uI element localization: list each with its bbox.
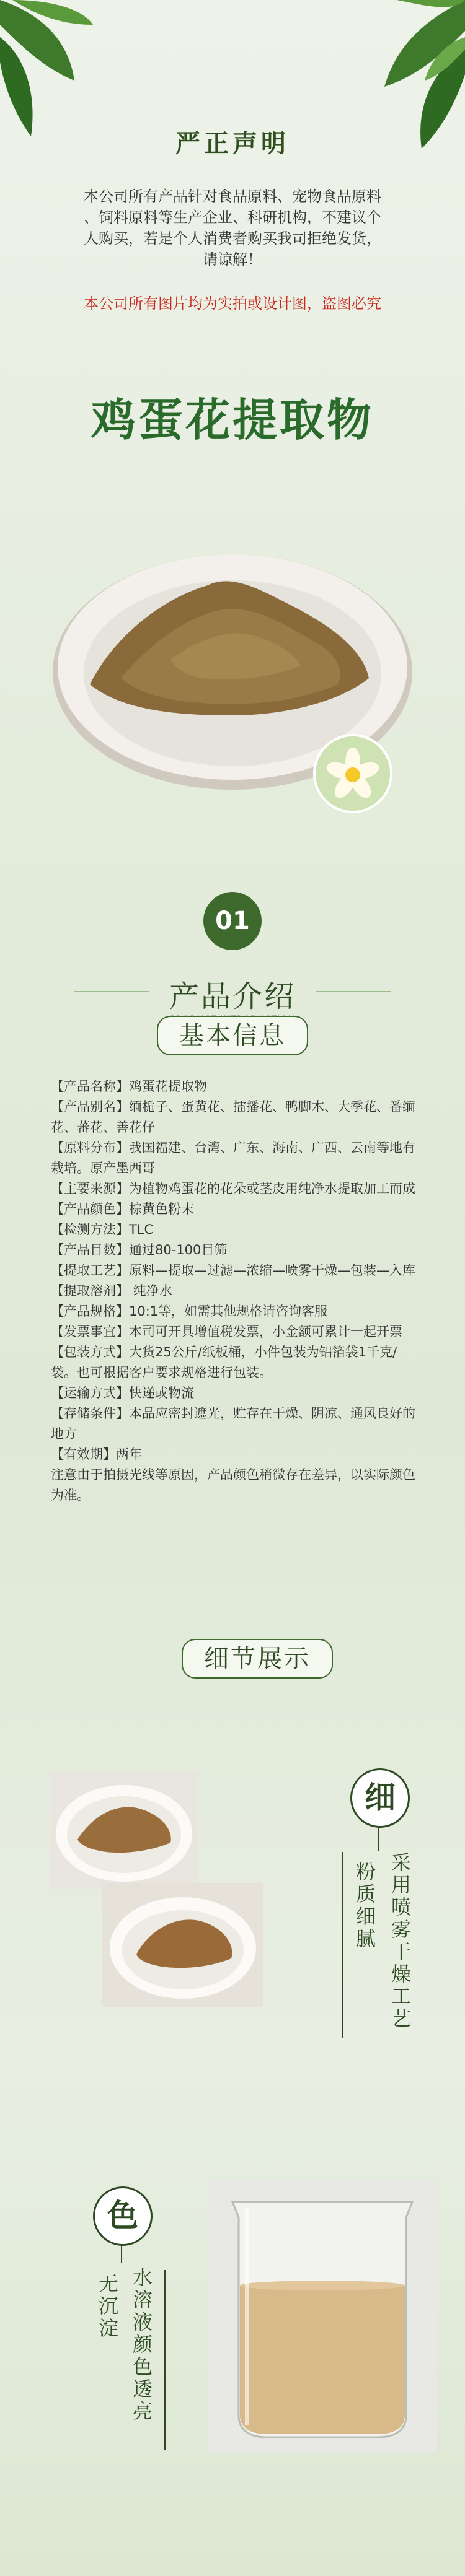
notice-line: 本公司所有产品针对食品原料、宠物食品原料 — [84, 188, 381, 205]
frangipani-flower-image — [313, 734, 392, 813]
basic-info-pill: 基本信息 — [157, 1016, 308, 1055]
info-line: 【产品名称】鸡蛋花提取物 — [51, 1079, 207, 1094]
notice-line: 、饲料原料等生产企业、科研机构，不建议个 — [84, 209, 381, 226]
info-line: 【存储条件】本品应密封遮光，贮存在干燥、阴凉、通风良好的地方 — [51, 1406, 415, 1441]
color-badge: 色 — [93, 2186, 153, 2246]
powder-closeup-photo-1 — [50, 1771, 198, 1889]
fine-badge: 细 — [350, 1768, 410, 1828]
info-line: 【包装方式】大货25公斤/纸板桶，小件包装为铝箔袋1千克/袋。也可根据客户要求规格进行包装。 — [51, 1345, 397, 1380]
notice-title: 严正声明 — [175, 129, 290, 158]
info-line: 【有效期】两年 — [51, 1447, 142, 1462]
detail2-side-line — [164, 2270, 166, 2450]
detail-display-pill: 细节展示 — [182, 1639, 333, 1679]
info-line: 【运输方式】快递或物流 — [51, 1386, 194, 1400]
info-line: 【发票事宜】本司可开具增值税发票，小金额可累计一起开票 — [51, 1324, 402, 1339]
info-line: 【提取工艺】原料—提取—过滤—浓缩—喷雾干燥—包装—入库 — [51, 1263, 415, 1278]
info-line: 【产品颜色】棕黄色粉末 — [51, 1202, 194, 1216]
info-line: 【原料分布】我国福建、台湾、广东、海南、广西、云南等地有栽培。原产墨西哥 — [51, 1140, 415, 1176]
detail1-text-b: 粉质细腻 — [353, 1861, 376, 1950]
notice-line: 请谅解！ — [203, 251, 262, 268]
notice-text — [59, 186, 406, 270]
info-line: 【检测方法】TLC — [51, 1222, 154, 1237]
detail2-text-a: 水溶液颜色透亮 — [130, 2267, 153, 2423]
section-title: 产品介绍 — [169, 979, 296, 1014]
info-line: 【产品别名】缅栀子、蛋黄花、擂播花、鸭脚木、大季花、番缅花、蕃花、善花仔 — [51, 1099, 415, 1135]
detail2-line — [121, 2244, 122, 2263]
detail1-line — [378, 1826, 379, 1851]
detail1-text-a: 采用喷雾干燥工艺 — [388, 1852, 412, 2030]
notice-line: 人购买，若是个人消费者购买我司拒绝发货， — [84, 230, 381, 247]
section-number: 01 — [203, 892, 262, 950]
info-line: 【产品规格】10:1等，如需其他规格请咨询客服 — [51, 1304, 328, 1319]
powder-closeup-photo-2 — [102, 1883, 264, 2007]
info-line: 【主要来源】为植物鸡蛋花的花朵或茎皮用纯净水提取加工而成 — [51, 1181, 415, 1196]
detail1-side-line — [342, 1852, 343, 2038]
detail2-text-b: 无沉淀 — [95, 2273, 119, 2340]
copyright-warning: 本公司所有图片均为实拍或设计图，盗图必究 — [84, 295, 381, 312]
solution-beaker-photo — [208, 2180, 437, 2453]
info-note: 注意由于拍摄光线等原因，产品颜色稍微存在差异，以实际颜色为准。 — [51, 1467, 415, 1503]
info-line: 【提取溶剂】 纯净水 — [51, 1283, 172, 1298]
product-title: 鸡蛋花提取物 — [91, 394, 374, 446]
product-info-list — [51, 1076, 420, 1506]
info-line: 【产品目数】通过80-100目筛 — [51, 1242, 228, 1257]
